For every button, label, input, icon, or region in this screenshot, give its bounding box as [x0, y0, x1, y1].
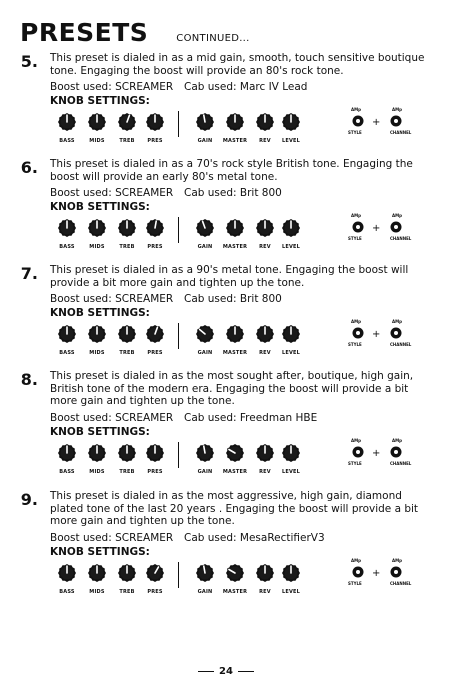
channel-switch-label: CHANNEL — [390, 342, 412, 347]
preset-block — [20, 370, 432, 484]
channel-switch-top-label: AMp — [392, 107, 402, 112]
preset-block — [20, 158, 432, 259]
style-switch-top-label: AMp — [351, 107, 361, 112]
knob-rev-icon — [256, 219, 274, 237]
cab-used: Cab used: MesaRectifierV3 — [184, 531, 325, 544]
preset-number: 9. — [20, 490, 38, 509]
knob-mids-label: MIDS — [89, 350, 105, 356]
knob-settings-title: KNOB SETTINGS: — [50, 307, 150, 319]
channel-switch-label: CHANNEL — [390, 236, 412, 241]
boost-used: Boost used: SCREAMER — [50, 293, 174, 305]
knob-master-label: MASTER — [222, 588, 248, 595]
knob-row — [20, 213, 432, 259]
knob-bass-icon — [58, 325, 76, 343]
knob-gain-icon — [196, 444, 214, 462]
knob-master-icon — [226, 219, 244, 237]
boost-used: Boost used: SCREAMER — [50, 81, 174, 93]
style-switch-top-label: AMp — [351, 319, 361, 324]
knob-rev-label: REV — [259, 138, 271, 144]
knob-row — [20, 107, 432, 153]
knob-divider — [178, 323, 179, 349]
knob-pres-label: PRES — [147, 350, 163, 356]
knob-mids-icon — [88, 113, 106, 131]
knob-treb-icon — [118, 113, 136, 131]
knob-pres-label: PRES — [147, 588, 163, 595]
style-switch-icon — [350, 325, 366, 341]
plus-sign: + — [372, 447, 381, 459]
knob-pres-icon — [146, 219, 164, 237]
page-subtitle: CONTINUED... — [176, 33, 250, 44]
plus-sign: + — [372, 117, 381, 128]
knob-master-icon — [226, 325, 244, 343]
boost-used: Boost used: SCREAMER — [50, 411, 174, 424]
knob-gain-label: GAIN — [197, 468, 213, 475]
channel-switch-label: CHANNEL — [390, 130, 412, 135]
knob-settings-title: KNOB SETTINGS: — [50, 201, 150, 213]
knob-pres-label: PRES — [147, 138, 163, 144]
knob-gain-icon — [196, 564, 214, 582]
knob-master-icon — [226, 564, 244, 582]
preset-used-line — [50, 412, 432, 424]
knob-row — [20, 557, 432, 604]
preset-description: This preset is dialed in as a 90's metal tone. Engaging the boost will provide a bit more gain and tighten up the tone. — [50, 264, 409, 289]
style-switch-icon — [350, 444, 366, 460]
channel-switch-icon — [388, 325, 404, 341]
style-switch-label: STYLE — [348, 342, 362, 347]
knob-bass-icon — [58, 444, 76, 462]
channel-switch-icon — [388, 113, 404, 129]
knob-gain-icon — [196, 113, 214, 131]
plus-sign: + — [372, 567, 381, 579]
knob-bass-icon — [58, 219, 76, 237]
knob-bass-label: BASS — [59, 138, 75, 144]
knob-mids-icon — [88, 564, 106, 582]
knob-divider — [178, 217, 179, 243]
knob-level-label: LEVEL — [281, 138, 301, 144]
preset-block — [20, 490, 432, 604]
channel-switch-top-label: AMp — [392, 213, 402, 218]
knob-master-label: MASTER — [222, 138, 248, 144]
knob-level-icon — [282, 113, 300, 131]
knob-gain-icon — [196, 325, 214, 343]
page-footer — [0, 666, 452, 677]
knob-bass-icon — [58, 564, 76, 582]
knob-row — [20, 319, 432, 365]
knob-level-icon — [282, 325, 300, 343]
knob-rev-label: REV — [259, 350, 271, 356]
knob-divider — [178, 562, 179, 588]
knob-mids-label: MIDS — [89, 244, 105, 250]
knob-gain-label: GAIN — [197, 350, 213, 356]
knob-master-icon — [226, 113, 244, 131]
knob-treb-icon — [118, 325, 136, 343]
preset-block — [20, 264, 432, 365]
preset-number: 8. — [20, 370, 38, 389]
knob-divider — [178, 111, 179, 137]
style-switch-icon — [350, 564, 366, 580]
knob-rev-icon — [256, 325, 274, 343]
knob-row — [20, 437, 432, 484]
knob-treb-icon — [118, 444, 136, 462]
preset-block — [20, 52, 432, 153]
style-switch-label: STYLE — [348, 580, 362, 586]
knob-gain-icon — [196, 219, 214, 237]
style-switch-top-label: AMp — [351, 213, 361, 218]
style-switch-label: STYLE — [348, 236, 362, 241]
knob-master-label: MASTER — [222, 244, 248, 250]
knob-bass-label: BASS — [59, 588, 75, 595]
channel-switch-icon — [388, 564, 404, 580]
knob-master-label: MASTER — [222, 468, 248, 475]
knob-treb-icon — [118, 219, 136, 237]
style-switch-icon — [350, 219, 366, 235]
channel-switch-top-label: AMp — [392, 557, 402, 563]
preset-used-line — [50, 532, 432, 544]
channel-switch-label: CHANNEL — [390, 460, 412, 466]
style-switch-label: STYLE — [348, 130, 362, 135]
channel-switch-label: CHANNEL — [390, 580, 412, 586]
knob-rev-icon — [256, 444, 274, 462]
knob-rev-label: REV — [259, 588, 271, 595]
knob-master-icon — [226, 444, 244, 462]
knob-divider — [178, 442, 179, 468]
page-title: PRESETS — [20, 18, 149, 47]
knob-pres-icon — [146, 325, 164, 343]
knob-settings-title: KNOB SETTINGS: — [50, 545, 150, 558]
cab-used: Cab used: Brit 800 — [184, 293, 282, 305]
preset-number: 7. — [20, 264, 38, 283]
channel-switch-top-label: AMp — [392, 437, 402, 443]
knob-mids-icon — [88, 325, 106, 343]
knob-pres-icon — [146, 113, 164, 131]
preset-description: This preset is dialed in as a 70's rock style British tone. Engaging the boost will provide an early 80's metal tone. — [50, 158, 413, 183]
preset-description: This preset is dialed in as the most sought after, boutique, high gain, British tone of the modern era. Engaging the boost will provide a bit more gain and tighten up the tone. — [50, 370, 414, 407]
knob-mids-label: MIDS — [89, 588, 105, 595]
plus-sign: + — [372, 223, 381, 234]
style-switch-label: STYLE — [348, 460, 362, 466]
knob-treb-icon — [118, 564, 136, 582]
knob-rev-icon — [256, 113, 274, 131]
knob-level-label: LEVEL — [281, 350, 301, 356]
plus-sign: + — [372, 329, 381, 340]
boost-used: Boost used: SCREAMER — [50, 531, 174, 544]
cab-used: Cab used: Freedman HBE — [184, 411, 318, 424]
preset-number: 5. — [20, 52, 38, 71]
boost-used: Boost used: SCREAMER — [50, 187, 174, 199]
knob-level-icon — [282, 219, 300, 237]
knob-level-icon — [282, 444, 300, 462]
knob-treb-label: TREB — [119, 588, 135, 595]
knob-bass-label: BASS — [59, 350, 75, 356]
preset-number: 6. — [20, 158, 38, 177]
footer-rule-right — [238, 671, 254, 672]
knob-pres-icon — [146, 564, 164, 582]
channel-switch-icon — [388, 219, 404, 235]
knob-bass-label: BASS — [59, 244, 75, 250]
preset-description: This preset is dialed in as a mid gain, smooth, touch sensitive boutique tone. Engaging the boost will provide an 80's rock tone. — [50, 52, 425, 77]
knob-rev-label: REV — [259, 468, 271, 475]
style-switch-icon — [350, 113, 366, 129]
preset-used-line — [50, 81, 432, 93]
knob-pres-icon — [146, 444, 164, 462]
knob-rev-icon — [256, 564, 274, 582]
preset-used-line — [50, 187, 432, 199]
style-switch-top-label: AMp — [351, 437, 361, 443]
style-switch-top-label: AMp — [351, 557, 361, 563]
knob-mids-label: MIDS — [89, 138, 105, 144]
page-number: 24 — [219, 666, 233, 677]
knob-master-label: MASTER — [222, 350, 248, 356]
knob-mids-icon — [88, 219, 106, 237]
knob-settings-title: KNOB SETTINGS: — [50, 425, 150, 438]
page-header — [20, 18, 250, 47]
knob-mids-icon — [88, 444, 106, 462]
knob-treb-label: TREB — [119, 138, 135, 144]
knob-level-icon — [282, 564, 300, 582]
knob-treb-label: TREB — [119, 468, 135, 475]
knob-level-label: LEVEL — [281, 244, 301, 250]
knob-bass-icon — [58, 113, 76, 131]
knob-gain-label: GAIN — [197, 244, 213, 250]
knob-level-label: LEVEL — [281, 588, 301, 595]
knob-rev-label: REV — [259, 244, 271, 250]
knob-pres-label: PRES — [147, 468, 163, 475]
knob-treb-label: TREB — [119, 350, 135, 356]
knob-level-label: LEVEL — [281, 468, 301, 475]
footer-rule-left — [198, 671, 214, 672]
knob-gain-label: GAIN — [197, 588, 213, 595]
preset-description: This preset is dialed in as the most aggressive, high gain, diamond plated tone of the last 20 years . Engaging the boost will provide a bit more gain and tighten up the tone. — [50, 490, 419, 527]
knob-pres-label: PRES — [147, 244, 163, 250]
knob-settings-title: KNOB SETTINGS: — [50, 95, 150, 107]
cab-used: Cab used: Marc IV Lead — [184, 81, 308, 93]
preset-used-line — [50, 293, 432, 305]
knob-bass-label: BASS — [59, 468, 75, 475]
knob-gain-label: GAIN — [197, 138, 213, 144]
knob-mids-label: MIDS — [89, 468, 105, 475]
channel-switch-top-label: AMp — [392, 319, 402, 324]
cab-used: Cab used: Brit 800 — [184, 187, 282, 199]
channel-switch-icon — [388, 444, 404, 460]
knob-treb-label: TREB — [119, 244, 135, 250]
